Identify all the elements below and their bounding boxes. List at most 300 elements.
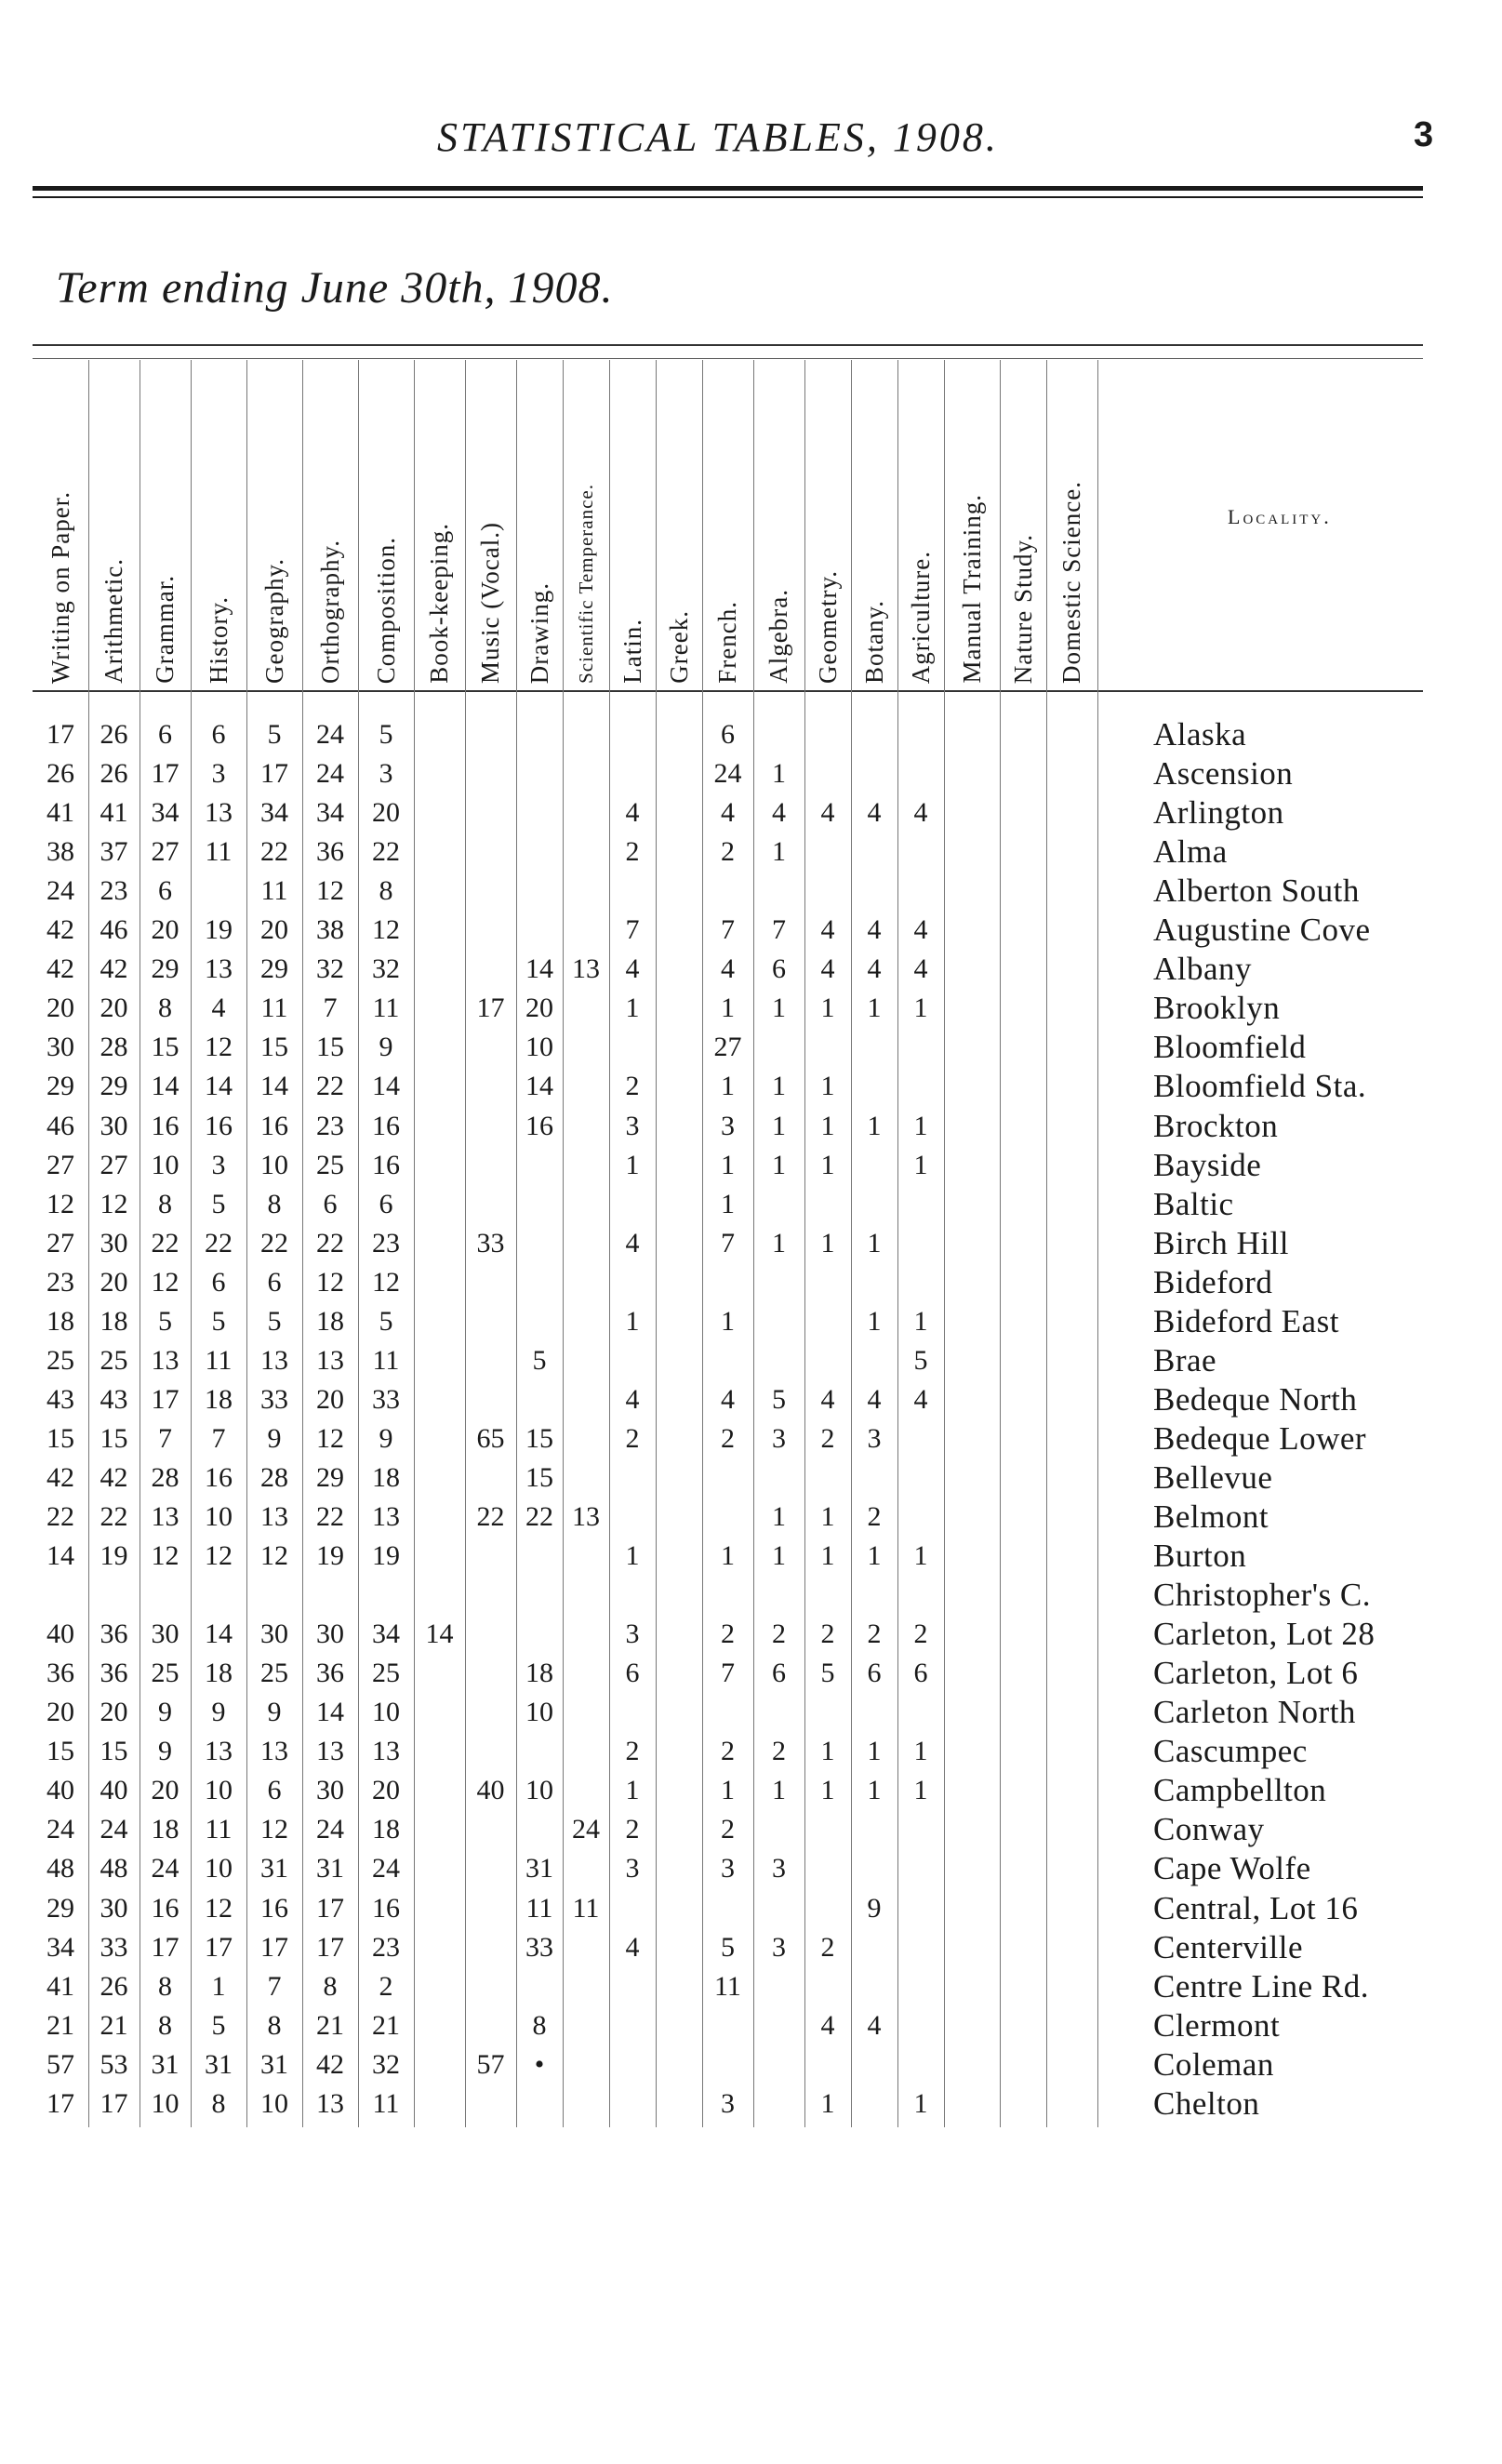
- locality-name: Cape Wolfe: [1153, 1850, 1311, 1887]
- table-cell: 8: [158, 1970, 172, 2002]
- table-cell: 3: [721, 1110, 735, 1141]
- table-cell: 26: [47, 758, 74, 790]
- table-cell: 4: [867, 2009, 882, 2041]
- table-cell: 13: [316, 1344, 344, 1376]
- column-header-label: Scientific Temperance.: [574, 484, 597, 684]
- table-cell: 24: [572, 1814, 600, 1845]
- table-cell: 11: [205, 1814, 233, 1845]
- table-cell: 3: [772, 1422, 786, 1454]
- table-cell: 20: [316, 1383, 344, 1415]
- table-cell: 65: [476, 1422, 505, 1454]
- table-cell: 4: [867, 797, 882, 829]
- table-cell: 14: [205, 1618, 233, 1650]
- table-cell: 3: [772, 1853, 786, 1885]
- table-cell: 8: [379, 875, 393, 907]
- table-cell: 38: [47, 836, 74, 868]
- table-cell: 22: [151, 1227, 179, 1259]
- table-cell: 31: [205, 2048, 233, 2080]
- table-cell: 6: [721, 719, 735, 750]
- table-cell: 5: [158, 1305, 172, 1337]
- table-cell: 43: [47, 1383, 74, 1415]
- locality-name: Centre Line Rd.: [1153, 1967, 1370, 2004]
- table-cell: 8: [323, 1970, 338, 2002]
- table-cell: 5: [772, 1383, 786, 1415]
- table-cell: 2: [721, 1814, 735, 1845]
- locality-name: Christopher's C.: [1153, 1577, 1372, 1614]
- table-cell: 43: [100, 1383, 128, 1415]
- table-cell: 24: [713, 758, 742, 790]
- table-cell: 1: [820, 1227, 835, 1259]
- table-cell: 34: [316, 797, 344, 829]
- table-cell: 17: [260, 1931, 288, 1963]
- column-header: [944, 367, 1000, 684]
- locality-name: Bayside: [1153, 1146, 1262, 1183]
- table-cell: 1: [721, 1775, 735, 1806]
- table-cell: 1: [820, 1775, 835, 1806]
- table-cell: 1: [211, 1970, 226, 2002]
- table-cell: 4: [867, 1383, 882, 1415]
- table-cell: 6: [267, 1775, 282, 1806]
- table-cell: 10: [151, 2087, 179, 2119]
- table-cell: 20: [47, 992, 74, 1024]
- table-cell: 16: [151, 1110, 179, 1141]
- column-header-label: Orthography.: [315, 539, 344, 684]
- table-cell: 6: [867, 1658, 882, 1689]
- table-cell: 27: [713, 1032, 742, 1063]
- column-header-label: Botany.: [859, 600, 888, 684]
- table-cell: 13: [151, 1344, 179, 1376]
- table-cell: 19: [100, 1540, 128, 1572]
- table-cell: 1: [772, 1110, 786, 1141]
- table-cell: 23: [316, 1110, 344, 1141]
- table-cell: 42: [47, 1461, 74, 1493]
- table-cell: 4: [625, 1383, 640, 1415]
- table-cell: 14: [525, 1071, 553, 1102]
- locality-name: Bedeque Lower: [1153, 1419, 1367, 1457]
- table-cell: 1: [867, 1540, 882, 1572]
- column-header: [1000, 367, 1046, 684]
- table-cell: 42: [100, 1461, 128, 1493]
- table-cell: 2: [625, 1814, 640, 1845]
- table-cell: 4: [913, 797, 928, 829]
- table-cell: 26: [100, 1970, 128, 2002]
- table-cell: 34: [260, 797, 288, 829]
- table-cell: 6: [913, 1658, 928, 1689]
- table-cell: 41: [100, 797, 128, 829]
- table-cell: 7: [158, 1422, 172, 1454]
- locality-name: Alma: [1153, 833, 1228, 871]
- table-cell: 4: [721, 1383, 735, 1415]
- locality-name: Cascumpec: [1153, 1733, 1308, 1770]
- table-cell: 2: [867, 1618, 882, 1650]
- table-cell: 40: [47, 1775, 74, 1806]
- table-cell: 7: [267, 1970, 282, 2002]
- table-cell: 10: [205, 1853, 233, 1885]
- table-cell: 20: [100, 1266, 128, 1298]
- table-cell: 30: [316, 1775, 344, 1806]
- table-cell: 1: [721, 992, 735, 1024]
- table-cell: 4: [820, 797, 835, 829]
- table-cell: 22: [316, 1227, 344, 1259]
- table-cell: 30: [151, 1618, 179, 1650]
- table-cell: 17: [151, 1931, 179, 1963]
- table-cell: 3: [721, 1853, 735, 1885]
- table-cell: 4: [721, 797, 735, 829]
- table-cell: 1: [820, 1110, 835, 1141]
- table-cell: 30: [100, 1110, 128, 1141]
- table-cell: 13: [372, 1736, 400, 1767]
- column-rule: [1097, 360, 1098, 2127]
- table-cell: 15: [525, 1461, 553, 1493]
- locality-name: Brooklyn: [1153, 990, 1281, 1027]
- table-cell: 18: [47, 1305, 74, 1337]
- column-header: [516, 367, 563, 684]
- table-cell: 1: [867, 1736, 882, 1767]
- table-cell: 1: [913, 1775, 928, 1806]
- table-cell: 1: [772, 1149, 786, 1180]
- table-cell: 1: [625, 992, 640, 1024]
- table-cell: 19: [205, 914, 233, 946]
- table-cell: 31: [316, 1853, 344, 1885]
- table-cell: 2: [625, 836, 640, 868]
- table-cell: 8: [211, 2087, 226, 2119]
- column-header-label: Arithmetic.: [100, 558, 127, 684]
- table-cell: 10: [372, 1697, 400, 1728]
- table-cell: 17: [260, 758, 288, 790]
- table-cell: 22: [316, 1071, 344, 1102]
- table-cell: 24: [100, 1814, 128, 1845]
- table-cell: 20: [100, 1697, 128, 1728]
- table-cell: 22: [476, 1501, 505, 1532]
- column-header: [33, 367, 88, 684]
- table-cell: 27: [47, 1227, 74, 1259]
- table-cell: 33: [372, 1383, 400, 1415]
- table-cell: 16: [525, 1110, 553, 1141]
- table-cell: 57: [47, 2048, 74, 2080]
- table-cell: 13: [260, 1501, 288, 1532]
- table-cell: 22: [260, 1227, 288, 1259]
- table-cell: 24: [316, 719, 344, 750]
- table-cell: 9: [158, 1736, 172, 1767]
- locality-name: Brae: [1153, 1341, 1217, 1379]
- table-cell: 5: [379, 719, 393, 750]
- table-cell: 29: [316, 1461, 344, 1493]
- table-cell: 1: [721, 1188, 735, 1219]
- table-cell: 27: [151, 836, 179, 868]
- locality-name: Carleton, Lot 6: [1153, 1655, 1359, 1692]
- table-cell: 4: [867, 953, 882, 985]
- table-cell: 29: [100, 1071, 128, 1102]
- column-header: [563, 367, 609, 684]
- table-cell: 12: [260, 1540, 288, 1572]
- table-cell: 1: [721, 1071, 735, 1102]
- table-cell: 29: [260, 953, 288, 985]
- table-cell: 26: [100, 719, 128, 750]
- table-cell: 1: [721, 1540, 735, 1572]
- table-cell: 12: [205, 1540, 233, 1572]
- table-cell: 1: [913, 1110, 928, 1141]
- column-header: [753, 367, 804, 684]
- table-cell: 1: [625, 1149, 640, 1180]
- table-cell: 1: [913, 1149, 928, 1180]
- table-cell: 36: [100, 1658, 128, 1689]
- table-cell: 4: [625, 1931, 640, 1963]
- locality-name: Bellevue: [1153, 1458, 1273, 1496]
- table-cell: 27: [47, 1149, 74, 1180]
- table-cell: 12: [205, 1032, 233, 1063]
- table-cell: 9: [379, 1032, 393, 1063]
- table-cell: 4: [913, 914, 928, 946]
- table-cell: 1: [772, 1775, 786, 1806]
- locality-name: Ascension: [1153, 755, 1294, 792]
- table-cell: 12: [372, 914, 400, 946]
- table-cell: 6: [158, 875, 172, 907]
- table-cell: 42: [47, 914, 74, 946]
- table-cell: 22: [100, 1501, 128, 1532]
- table-cell: 34: [151, 797, 179, 829]
- locality-name: Bloomfield: [1153, 1029, 1307, 1066]
- table-cell: 1: [820, 992, 835, 1024]
- table-cell: 4: [625, 797, 640, 829]
- page-header-title: STATISTICAL TABLES, 1908.: [437, 114, 999, 160]
- table-cell: 22: [47, 1501, 74, 1532]
- column-header: [88, 367, 140, 684]
- table-cell: 28: [100, 1032, 128, 1063]
- locality-name: Centerville: [1153, 1928, 1304, 1965]
- table-cell: 22: [260, 836, 288, 868]
- table-cell: 25: [47, 1344, 74, 1376]
- table-cell: 4: [867, 914, 882, 946]
- table-cell: 2: [721, 1736, 735, 1767]
- table-cell: 33: [525, 1931, 553, 1963]
- table-cell: 22: [316, 1501, 344, 1532]
- table-cell: 6: [267, 1266, 282, 1298]
- table-cell: 2: [820, 1422, 835, 1454]
- table-cell: 31: [525, 1853, 553, 1885]
- table-cell: 7: [772, 914, 786, 946]
- column-header-label: Geometry.: [813, 570, 842, 684]
- table-cell: 1: [913, 1736, 928, 1767]
- column-header: [465, 367, 516, 684]
- table-cell: 13: [205, 797, 233, 829]
- table-cell: 16: [372, 1149, 400, 1180]
- table-cell: 4: [913, 1383, 928, 1415]
- table-cell: 32: [372, 2048, 400, 2080]
- table-top-rule-inner: [33, 358, 1423, 359]
- table-cell: 6: [211, 719, 226, 750]
- table-cell: 23: [372, 1931, 400, 1963]
- table-cell: 11: [525, 1892, 553, 1924]
- table-cell: 1: [913, 992, 928, 1024]
- table-cell: 30: [100, 1227, 128, 1259]
- table-cell: 20: [151, 1775, 179, 1806]
- table-cell: 42: [100, 953, 128, 985]
- table-cell: 8: [267, 1188, 282, 1219]
- table-cell: 14: [425, 1618, 454, 1650]
- table-cell: 7: [721, 1227, 735, 1259]
- table-cell: 8: [158, 1188, 172, 1219]
- table-cell: 11: [260, 875, 288, 907]
- locality-name: Chelton: [1153, 2084, 1260, 2122]
- table-cell: 4: [721, 953, 735, 985]
- table-cell: 31: [151, 2048, 179, 2080]
- header-rule-thin: [33, 196, 1423, 198]
- table-cell: 18: [525, 1658, 553, 1689]
- table-cell: 4: [772, 797, 786, 829]
- table-cell: 32: [372, 953, 400, 985]
- column-header-label: Algebra.: [764, 589, 792, 684]
- column-header: [897, 367, 944, 684]
- column-header-label: Composition.: [371, 536, 400, 684]
- table-cell: 15: [100, 1422, 128, 1454]
- header-rule-thick: [33, 186, 1423, 191]
- table-cell: 1: [625, 1775, 640, 1806]
- table-cell: 2: [772, 1618, 786, 1650]
- column-header: [246, 367, 302, 684]
- table-cell: 16: [151, 1892, 179, 1924]
- table-cell: 5: [913, 1344, 928, 1376]
- table-cell: 21: [47, 2009, 74, 2041]
- table-cell: 13: [205, 1736, 233, 1767]
- table-cell: 9: [211, 1697, 226, 1728]
- table-cell: 1: [772, 1540, 786, 1572]
- table-cell: 15: [151, 1032, 179, 1063]
- column-header: [851, 367, 897, 684]
- locality-name: Burton: [1153, 1538, 1247, 1575]
- table-cell: 36: [316, 836, 344, 868]
- table-cell: 4: [625, 953, 640, 985]
- table-cell: 3: [211, 758, 226, 790]
- table-cell: 1: [820, 1071, 835, 1102]
- column-header: [191, 367, 246, 684]
- table-cell: 1: [913, 1540, 928, 1572]
- table-cell: 3: [867, 1422, 882, 1454]
- table-cell: 12: [316, 875, 344, 907]
- table-cell: 29: [47, 1071, 74, 1102]
- locality-name: Arlington: [1153, 794, 1284, 832]
- table-cell: 11: [714, 1970, 741, 2002]
- locality-name: Campbellton: [1153, 1772, 1327, 1809]
- table-cell: 26: [100, 758, 128, 790]
- table-cell: 4: [820, 1383, 835, 1415]
- table-cell: 15: [47, 1422, 74, 1454]
- table-cell: 15: [100, 1736, 128, 1767]
- table-cell: 6: [772, 1658, 786, 1689]
- table-cell: 13: [205, 953, 233, 985]
- table-cell: 5: [267, 719, 282, 750]
- table-cell: 31: [260, 2048, 288, 2080]
- table-cell: 17: [316, 1931, 344, 1963]
- table-cell: 1: [625, 1540, 640, 1572]
- table-cell: 48: [47, 1853, 74, 1885]
- locality-name: Bedeque North: [1153, 1380, 1358, 1418]
- table-cell: 1: [721, 1149, 735, 1180]
- table-cell: 9: [379, 1422, 393, 1454]
- column-header-label: Drawing.: [525, 581, 553, 684]
- table-cell: 21: [100, 2009, 128, 2041]
- table-cell: 10: [260, 2087, 288, 2119]
- table-cell: 19: [372, 1540, 400, 1572]
- table-cell: 1: [772, 1227, 786, 1259]
- table-cell: 11: [372, 2087, 400, 2119]
- table-cell: 30: [100, 1892, 128, 1924]
- locality-name: Bideford East: [1153, 1302, 1339, 1339]
- table-cell: 18: [151, 1814, 179, 1845]
- table-cell: 1: [772, 1501, 786, 1532]
- table-cell: 2: [721, 836, 735, 868]
- table-cell: 22: [525, 1501, 553, 1532]
- table-cell: 21: [316, 2009, 344, 2041]
- column-header-label: History.: [204, 596, 233, 684]
- table-cell: 4: [820, 914, 835, 946]
- table-cell: 30: [316, 1618, 344, 1650]
- table-cell: 1: [772, 836, 786, 868]
- table-cell: 8: [267, 2009, 282, 2041]
- table-cell: 2: [820, 1618, 835, 1650]
- table-cell: 1: [867, 992, 882, 1024]
- table-cell: 3: [721, 2087, 735, 2119]
- table-cell: 13: [572, 1501, 600, 1532]
- table-cell: 5: [267, 1305, 282, 1337]
- table-cell: 10: [151, 1149, 179, 1180]
- table-cell: 8: [532, 2009, 547, 2041]
- table-cell: 33: [100, 1931, 128, 1963]
- table-cell: 28: [151, 1461, 179, 1493]
- column-header: [414, 367, 465, 684]
- table-cell: 20: [47, 1697, 74, 1728]
- column-header-label: Domestic Science.: [1057, 481, 1085, 684]
- column-header: [1046, 367, 1097, 684]
- table-cell: 31: [260, 1853, 288, 1885]
- table-cell: 36: [316, 1658, 344, 1689]
- locality-name: Augustine Cove: [1153, 912, 1371, 949]
- table-cell: 18: [100, 1305, 128, 1337]
- table-cell: 20: [260, 914, 288, 946]
- table-cell: 1: [913, 2087, 928, 2119]
- column-header-label: Geography.: [259, 558, 288, 684]
- table-cell: 14: [47, 1540, 74, 1572]
- table-cell: 5: [820, 1658, 835, 1689]
- table-cell: 17: [100, 2087, 128, 2119]
- table-cell: 18: [372, 1814, 400, 1845]
- table-cell: 24: [47, 875, 74, 907]
- table-cell: 25: [372, 1658, 400, 1689]
- table-cell: 17: [151, 1383, 179, 1415]
- table-cell: 11: [372, 1344, 400, 1376]
- table-cell: 4: [211, 992, 226, 1024]
- table-cell: 37: [100, 836, 128, 868]
- table-cell: 30: [47, 1032, 74, 1063]
- locality-name: Carleton, Lot 28: [1153, 1616, 1376, 1653]
- table-cell: 9: [158, 1697, 172, 1728]
- table-cell: 12: [47, 1188, 74, 1219]
- table-cell: 12: [316, 1266, 344, 1298]
- table-cell: 42: [316, 2048, 344, 2080]
- table-cell: 5: [211, 1305, 226, 1337]
- table-cell: 7: [211, 1422, 226, 1454]
- table-cell: 11: [572, 1892, 600, 1924]
- table-cell: 7: [625, 914, 640, 946]
- table-cell: 14: [525, 953, 553, 985]
- table-cell: 1: [625, 1305, 640, 1337]
- table-cell: 20: [151, 914, 179, 946]
- table-cell: 20: [372, 1775, 400, 1806]
- table-cell: 13: [260, 1344, 288, 1376]
- table-cell: 29: [151, 953, 179, 985]
- table-cell: 22: [205, 1227, 233, 1259]
- locality-name: Albany: [1153, 951, 1253, 988]
- table-cell: 5: [721, 1931, 735, 1963]
